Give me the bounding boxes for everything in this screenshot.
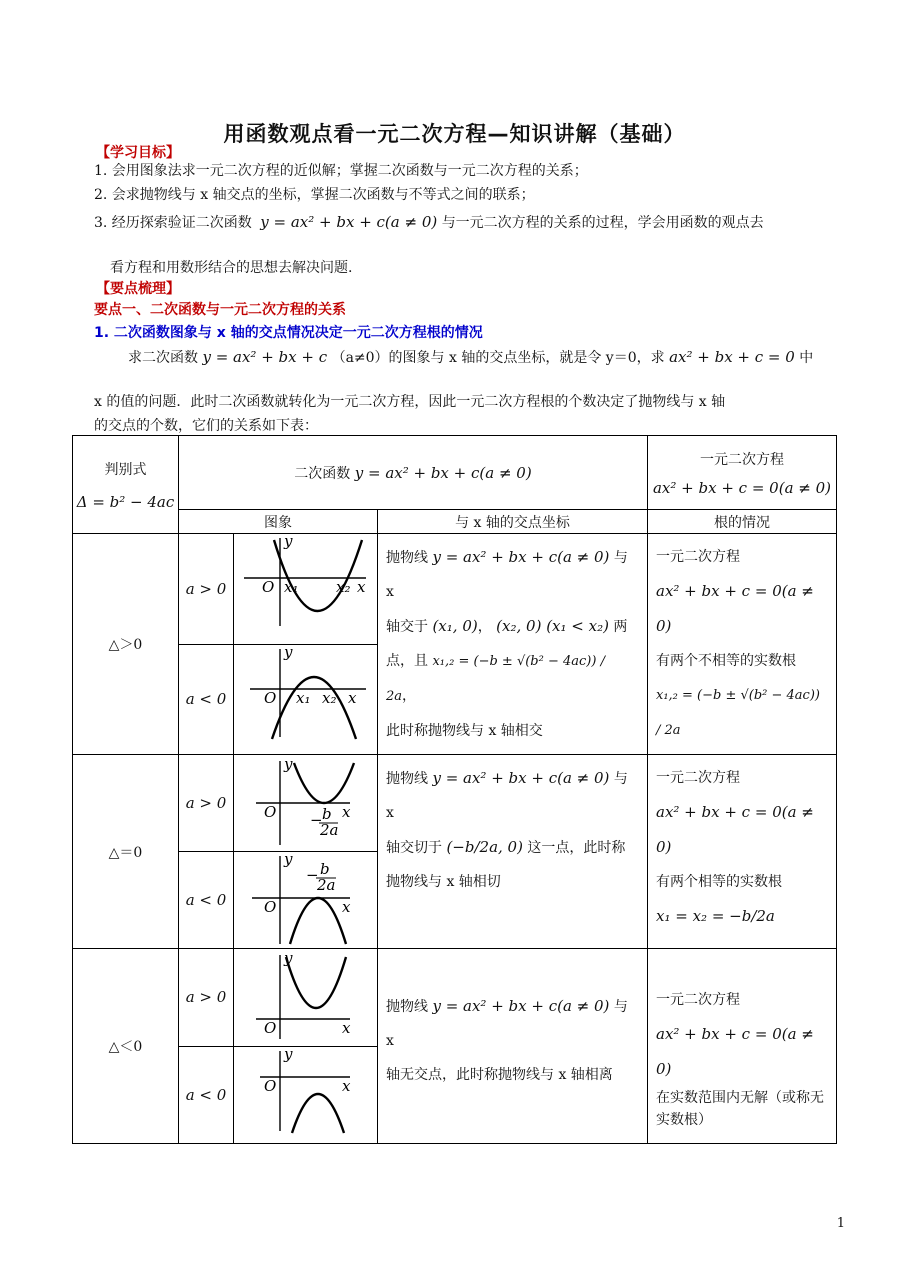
- a-negative-label: a < 0: [179, 644, 234, 755]
- header-discriminant: [73, 436, 179, 534]
- x-axis-label: x: [357, 578, 366, 596]
- para-line-3: 的交点的个数，它们的关系如下表：: [94, 418, 318, 434]
- disc-positive: △＞0: [73, 534, 179, 755]
- parabola-graph-down-two-roots: [234, 645, 377, 741]
- header-roots: 根的情况: [648, 510, 837, 534]
- y-axis-label: y: [284, 755, 293, 773]
- txt: 轴交切于: [386, 840, 442, 856]
- page-number: 1: [836, 1216, 845, 1231]
- para-c: 中: [799, 350, 814, 366]
- para-formula-1: y = ax² + bx + c: [202, 348, 328, 366]
- graph-cell: [234, 644, 378, 755]
- header-equation-label: 一元二次方程: [700, 451, 784, 468]
- two-a-label: 2a: [320, 821, 339, 839]
- b-label: b: [322, 805, 332, 823]
- y-axis-label: y: [284, 644, 293, 661]
- roots-cell-zero: [648, 755, 837, 949]
- txt: 一元二次方程: [656, 770, 740, 786]
- txt: 有两个相等的实数根: [656, 874, 782, 890]
- graph-cell: [234, 852, 378, 949]
- origin-label: O: [264, 1076, 277, 1095]
- para-a: 求二次函数: [128, 350, 198, 366]
- formula: y = ax² + bx + c(a ≠ 0): [432, 997, 610, 1015]
- parabola-graph-down-no-roots: [234, 1047, 377, 1143]
- header-equation-formula: ax² + bx + c = 0(a ≠ 0): [652, 478, 832, 497]
- parabola-graph-up-no-roots: [234, 949, 377, 1045]
- txt: 一元二次方程: [656, 549, 740, 565]
- graph-cell: [234, 534, 378, 645]
- header-graph: 图象: [179, 510, 378, 534]
- formula: x₁ = x₂ = −b/2a: [656, 907, 775, 925]
- x-axis-label: x: [342, 1076, 351, 1095]
- objective-3-tail: 与一元二次方程的关系的过程，学会用函数的观点去: [441, 215, 764, 231]
- a-negative-label: a < 0: [179, 1046, 234, 1144]
- a-positive-label: a > 0: [179, 534, 234, 645]
- x-axis-label: x: [348, 688, 357, 707]
- objective-1: 1. 会用图象法求一元二次方程的近似解；掌握二次函数与一元二次方程的关系；: [94, 163, 588, 179]
- txt: 抛物线: [386, 771, 428, 787]
- b-label: b: [320, 860, 330, 878]
- formula: ax² + bx + c = 0(a ≠ 0): [656, 582, 814, 635]
- coord-cell-negative: [378, 949, 648, 1144]
- y-axis-label: y: [284, 1046, 293, 1063]
- coord-cell-zero: [378, 755, 648, 949]
- objectives-heading: 【学习目标】: [96, 145, 180, 161]
- objective-2: 2. 会求抛物线与 x 轴交点的坐标，掌握二次函数与不等式之间的联系；: [94, 187, 535, 203]
- origin-label: O: [264, 898, 277, 916]
- parabola-graph-down-tangent: [234, 852, 377, 948]
- objective-3: [94, 212, 764, 233]
- header-discriminant-label: 判别式: [104, 461, 147, 478]
- y-axis-label: y: [284, 852, 293, 868]
- sub-1-heading: 1. 二次函数图象与 x 轴的交点情况决定一元二次方程根的情况: [94, 325, 483, 341]
- txt: ，: [477, 619, 492, 635]
- txt: 与 x: [386, 550, 628, 600]
- objective-3-text: 3. 经历探索验证二次函数: [94, 215, 252, 231]
- txt: ，: [402, 688, 417, 704]
- txt: 轴无交点，此时称抛物线与 x 轴相离: [386, 1067, 613, 1083]
- x-axis-label: x: [342, 1019, 351, 1037]
- formula: ax² + bx + c = 0(a ≠ 0): [656, 803, 814, 856]
- header-equation: [648, 436, 837, 510]
- txt: 抛物线: [386, 550, 428, 566]
- formula: x₁,₂ = (−b ± √(b² − 4ac)) / 2a: [386, 654, 605, 704]
- a-negative-label: a < 0: [179, 852, 234, 949]
- formula: x₁,₂ = (−b ± √(b² − 4ac)) / 2a: [656, 688, 820, 738]
- y-axis-label: y: [284, 534, 293, 550]
- x1-label: x₁: [284, 578, 299, 596]
- graph-cell: [234, 949, 378, 1047]
- header-function: [179, 436, 648, 510]
- roots-cell-negative: [648, 949, 837, 1144]
- header-function-formula: y = ax² + bx + c(a ≠ 0): [354, 463, 532, 482]
- disc-negative: △＜0: [73, 949, 179, 1144]
- coord-cell-positive: [378, 534, 648, 755]
- a-positive-label: a > 0: [179, 949, 234, 1047]
- txt: 抛物线与 x 轴相切: [386, 874, 501, 890]
- summary-paragraph: [128, 347, 813, 368]
- a-positive-label: a > 0: [179, 755, 234, 852]
- two-a-label: 2a: [317, 876, 336, 894]
- formula: (x₁, 0): [432, 617, 478, 635]
- para-formula-2: ax² + bx + c = 0: [669, 348, 795, 366]
- x-axis-label: x: [342, 898, 351, 916]
- parabola-graph-up-two-roots: [234, 534, 377, 630]
- disc-zero: △＝0: [73, 755, 179, 949]
- graph-cell: [234, 1046, 378, 1144]
- txt: 有两个不相等的实数根: [656, 653, 796, 669]
- relation-table: [72, 435, 837, 1144]
- txt: 与 x: [386, 771, 628, 821]
- formula: y = ax² + bx + c(a ≠ 0): [432, 548, 610, 566]
- minus-sign: −: [310, 811, 323, 829]
- header-coordinates: 与 x 轴的交点坐标: [378, 510, 648, 534]
- formula: y = ax² + bx + c(a ≠ 0): [432, 769, 610, 787]
- origin-label: O: [262, 578, 275, 596]
- minus-sign: −: [306, 866, 319, 884]
- txt: 抛物线: [386, 999, 428, 1015]
- txt: 点，且: [386, 653, 428, 669]
- point-1-heading: 要点一、二次函数与一元二次方程的关系: [94, 302, 346, 318]
- header-discriminant-formula: Δ = b² − 4ac: [76, 492, 175, 511]
- txt: 在实数范围内无解（或称无实数根）: [656, 1090, 824, 1128]
- para-line-2: x 的值的问题．此时二次函数就转化为一元二次方程，因此一元二次方程根的个数决定了抛物线与 x 轴: [94, 394, 726, 410]
- header-function-label: 二次函数: [294, 465, 351, 482]
- parabola-graph-up-tangent: [234, 755, 377, 851]
- page-title: 用函数观点看一元二次方程—知识讲解（基础）: [223, 122, 686, 146]
- objective-3-cont: 看方程和用数形结合的思想去解决问题.: [110, 260, 353, 276]
- txt: 此时称抛物线与 x 轴相交: [386, 723, 543, 739]
- txt: 两: [613, 619, 628, 635]
- formula: ax² + bx + c = 0(a ≠ 0): [656, 1025, 814, 1078]
- formula: (x₂, 0) (x₁ < x₂): [496, 617, 609, 635]
- roots-cell-positive: [648, 534, 837, 755]
- formula: (−b/2a, 0): [446, 838, 523, 856]
- graph-cell: [234, 755, 378, 852]
- txt: 轴交于: [386, 619, 428, 635]
- origin-label: O: [264, 1019, 277, 1037]
- txt: 这一点，此时称: [527, 840, 626, 856]
- txt: 与 x: [386, 999, 628, 1049]
- x2-label: x₂: [322, 688, 337, 707]
- x-axis-label: x: [342, 803, 351, 821]
- x2-label: x₂: [336, 578, 351, 596]
- y-axis-label: y: [284, 949, 293, 967]
- origin-label: O: [264, 803, 277, 821]
- para-b: （a≠0）的图象与 x 轴的交点坐标，就是令 y＝0，求: [331, 350, 665, 366]
- origin-label: O: [264, 688, 277, 707]
- x1-label: x₁: [296, 688, 311, 707]
- summary-heading: 【要点梳理】: [96, 281, 180, 297]
- txt: 一元二次方程: [656, 992, 740, 1008]
- objective-3-formula: y = ax² + bx + c(a ≠ 0): [260, 213, 438, 231]
